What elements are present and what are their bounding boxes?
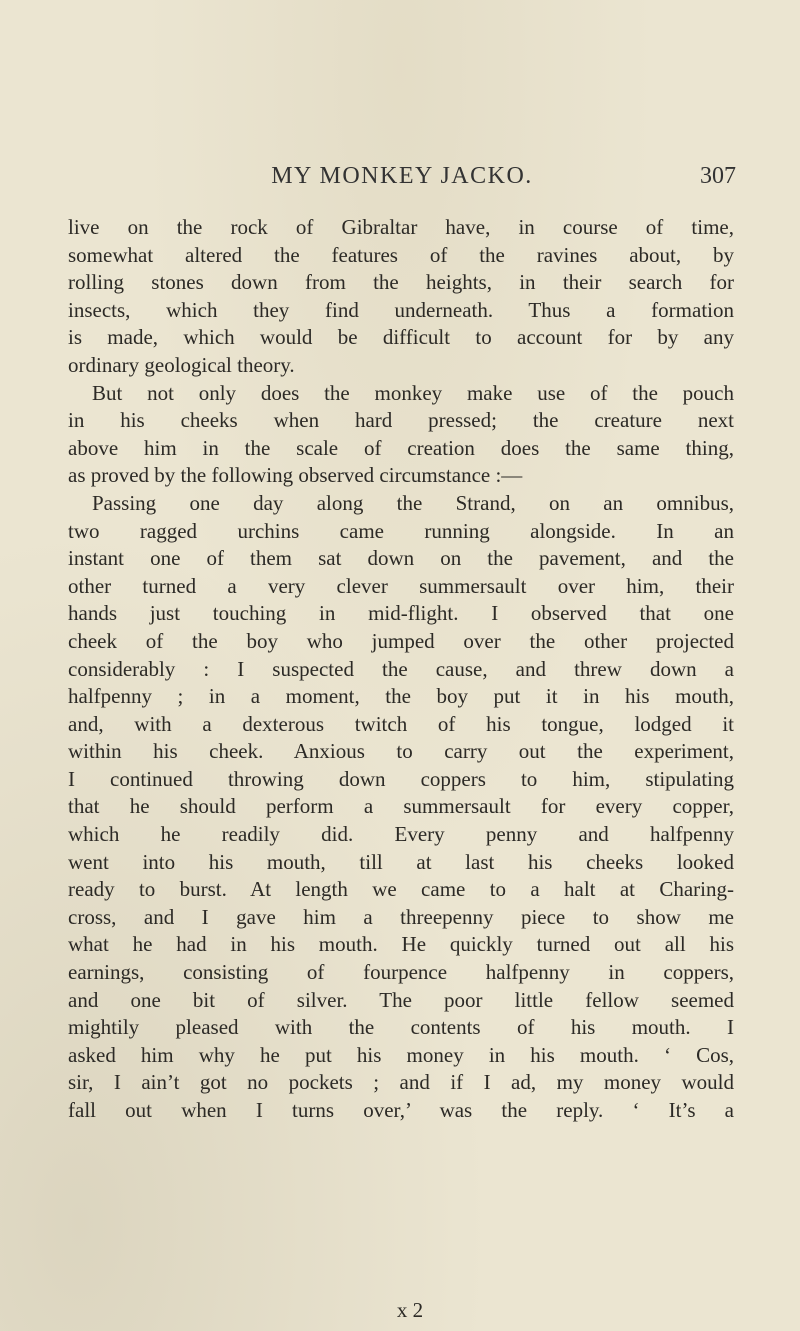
text-line: is made, which would be difficult to account for by any [68,325,734,350]
text-line: mightily pleased with the contents of his mouth. I [68,1015,734,1040]
text-line: But not only does the monkey make use of the pouch [92,380,734,405]
text-line: and one bit of silver. The poor little fellow seemed [68,987,734,1012]
text-line: went into his mouth, till at last his cheeks looked [68,849,734,874]
running-head [68,163,736,195]
text-line: instant one of them sat down on the pavement, and the [68,546,734,571]
text-line: rolling stones down from the heights, in their search for [68,270,734,295]
text-line: considerably : I suspected the cause, and threw down a [68,656,734,681]
running-head-title: MY MONKEY JACKO. [271,163,533,189]
text-line: other turned a very clever summersault over him, their [68,573,734,598]
text-line: hands just touching in mid-flight. I observed that one [68,601,734,626]
text-line: two ragged urchins came running alongside. In an [68,518,734,543]
text-line: above him in the scale of creation does the same thing, [68,435,734,460]
paragraph-3 [68,490,734,1125]
text-line: Passing one day along the Strand, on an omnibus, [92,490,734,515]
paragraph-1 [68,214,734,380]
body-text [68,214,734,1125]
page-number: 307 [700,163,736,189]
text-line: asked him why he put his money in his mouth. ‘ Cos, [68,1042,734,1067]
text-line: fall out when I turns over,’ was the reply. ‘ It’s a [68,1098,734,1122]
signature-mark: x 2 [396,1298,424,1322]
text-line: ordinary geological theory. [68,352,295,377]
text-line: sir, I ain’t got no pockets ; and if I ad, my money would [68,1070,734,1095]
text-line: earnings, consisting of fourpence halfpenny in coppers, [68,960,734,985]
text-line: live on the rock of Gibraltar have, in course of time, [68,215,734,239]
text-line: in his cheeks when hard pressed; the creature next [68,408,734,433]
text-line: that he should perform a summersault for every copper, [68,794,734,819]
text-line: within his cheek. Anxious to carry out the experiment, [68,739,734,764]
text-line: what he had in his mouth. He quickly turned out all his [68,932,734,957]
text-line: halfpenny ; in a moment, the boy put it in his mouth, [68,684,734,709]
text-line: I continued throwing down coppers to him, stipulating [68,766,734,791]
text-line: as proved by the following observed circumstance :— [68,463,523,488]
paragraph-2 [68,380,734,490]
text-line: and, with a dexterous twitch of his tongue, lodged it [68,711,734,736]
text-line: somewhat altered the features of the ravines about, by [68,242,734,267]
text-line: insects, which they find underneath. Thus a formation [68,297,734,322]
text-line: cheek of the boy who jumped over the other projected [68,628,734,653]
text-line: which he readily did. Every penny and halfpenny [68,822,734,847]
text-line: ready to burst. At length we came to a halt at Charing- [68,877,734,902]
text-line: cross, and I gave him a threepenny piece to show me [68,904,734,929]
